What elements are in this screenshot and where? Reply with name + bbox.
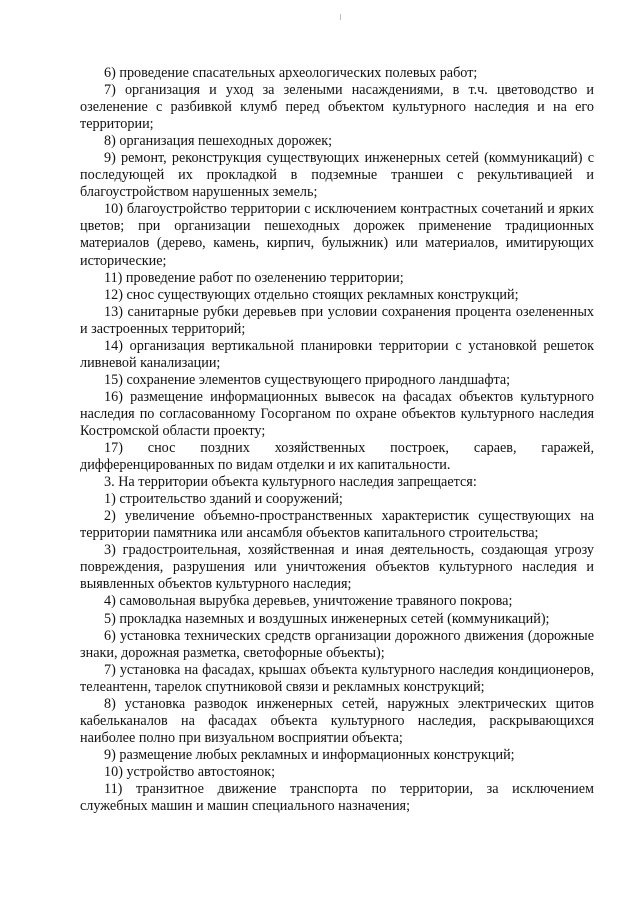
list-item: 5) прокладка наземных и воздушных инженерных сетей (коммуникаций); [104,610,550,627]
list-item: 11) транзитное движение транспорта по территории, за исключением служебных машин и машин специального назначения; [80,780,594,815]
list-item: 11) проведение работ по озеленению территории; [104,269,404,286]
list-item: 9) ремонт, реконструкция существующих инженерных сетей (коммуникаций) с последующей их прокладкой в подземные траншеи с рекультивацией и благоустройством нарушенных земель; [80,150,594,201]
list-item: 3) градостроительная, хозяйственная и иная деятельность, создающая угрозу повреждения, разрушения или уничтожения объектов культурного наследия и выявленных объектов культурного наследия; [80,542,594,593]
list-item: 10) благоустройство территории с исключением контрастных сочетаний и ярких цветов; при организации пешеходных дорожек применение традиционных материалов (дерево, камень, кирпич, булыжник) или материалов, имитирующих исторические; [80,201,594,269]
list-item: 7) организация и уход за зелеными насаждениями, в т.ч. цветоводство и озеленение с разбивкой клумб перед объектом культурного наследия и на его территории; [80,82,594,133]
list-item: 9) размещение любых рекламных и информационных конструкций; [104,746,515,763]
section-heading: 3. На территории объекта культурного наследия запрещается: [104,474,477,491]
list-item: 17) снос поздних хозяйственных построек, сараев, гаражей, дифференцированных по видам отделки и их капитальности. [80,440,594,474]
document-body [80,65,594,815]
list-item: 8) организация пешеходных дорожек; [104,133,333,150]
page-top-mark [340,14,341,20]
list-item: 15) сохранение элементов существующего природного ландшафта; [104,371,511,388]
list-item: 16) размещение информационных вывесок на фасадах объектов культурного наследия по согласованному Госорганом по охране объектов культурного наследия Костромской области проекту; [80,388,594,439]
list-item: 14) организация вертикальной планировки территории с установкой решеток ливневой канализации; [80,337,594,371]
list-item: 8) установка разводок инженерных сетей, наружных электрических щитов кабельканалов на фасадах объекта культурного наследия, раскрывающихся наиболее полно при визуальном восприятии объекта; [80,695,594,746]
list-item: 12) снос существующих отдельно стоящих рекламных конструкций; [104,286,519,303]
list-item: 7) установка на фасадах, крышах объекта культурного наследия кондиционеров, телеантенн, тарелок спутниковой связи и рекламных конструкций; [80,661,594,695]
list-item: 10) устройство автостоянок; [104,763,276,780]
list-item: 1) строительство зданий и сооружений; [104,491,343,508]
list-item: 4) самовольная вырубка деревьев, уничтожение травяного покрова; [104,593,513,610]
list-item: 2) увеличение объемно-пространственных характеристик существующих на территории памятника или ансамбля объектов капитального строительства; [80,508,594,542]
list-item: 13) санитарные рубки деревьев при условии сохранения процента озелененных и застроенных территорий; [80,303,594,337]
list-item: 6) установка технических средств организации дорожного движения (дорожные знаки, дорожная разметка, светофорные объекты); [80,627,594,661]
list-item: 6) проведение спасательных археологических полевых работ; [104,65,478,81]
